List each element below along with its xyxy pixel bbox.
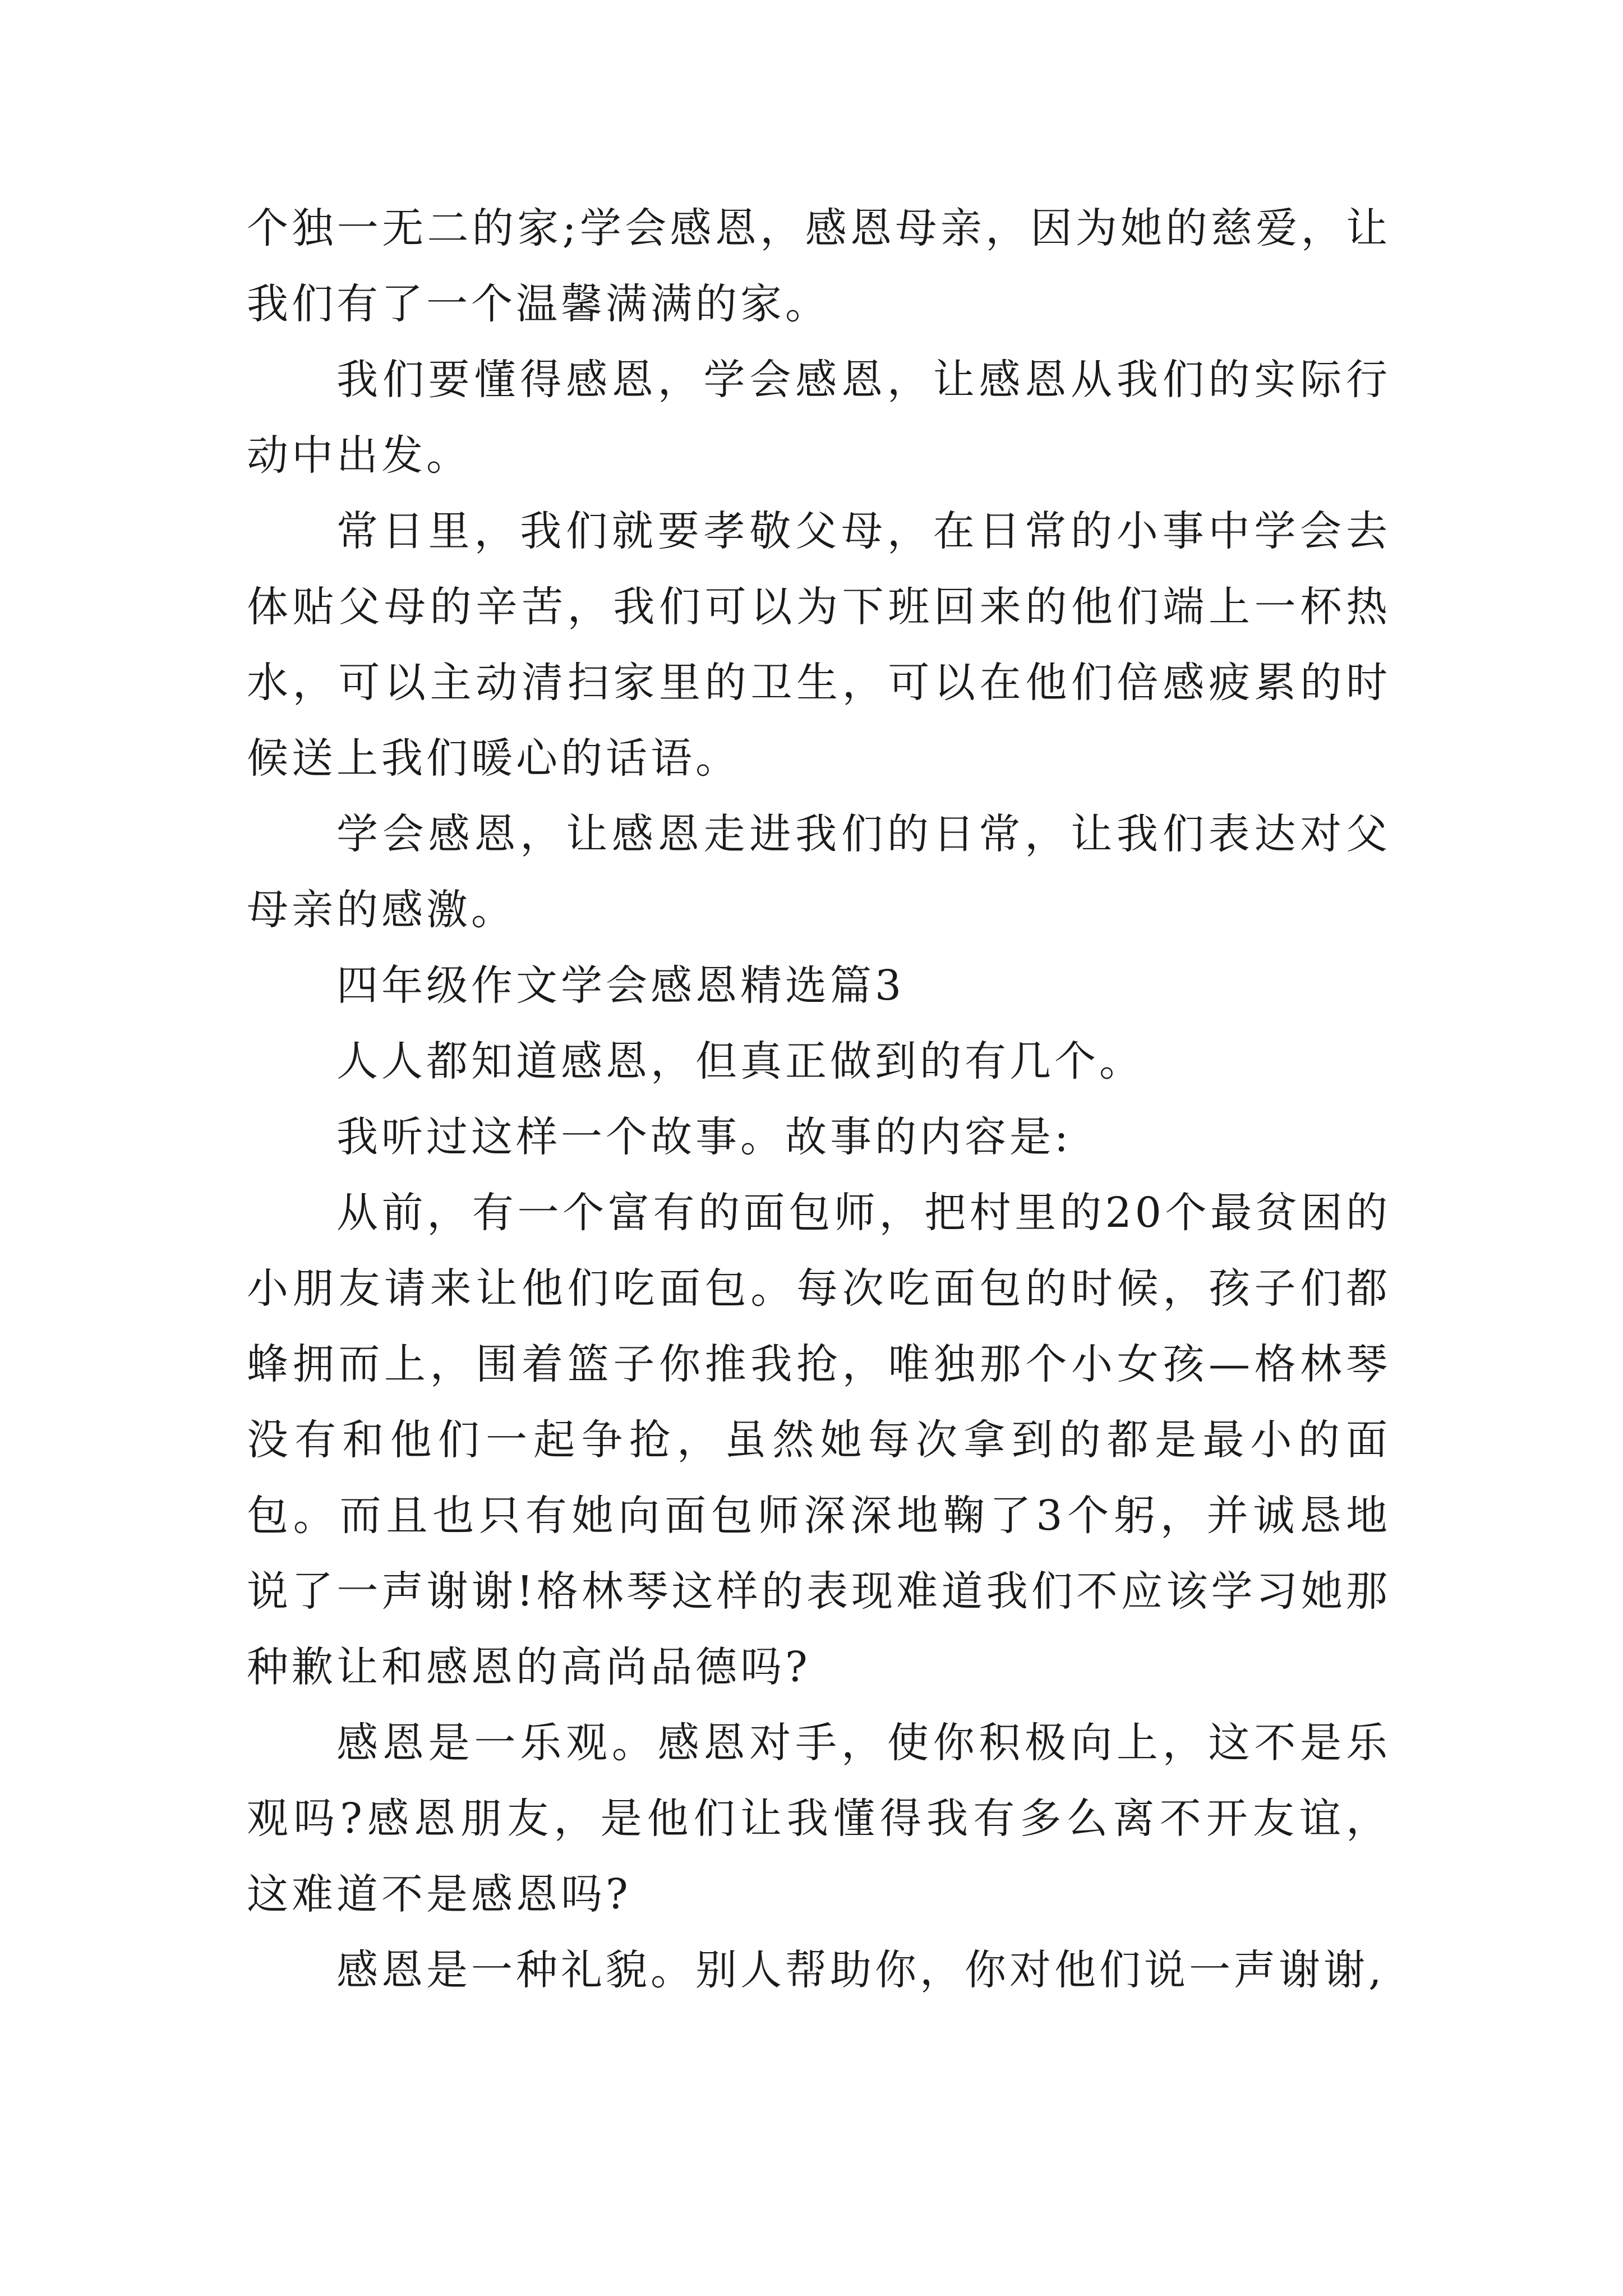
paragraph: 从前，有一个富有的面包师，把村里的20个最贫困的小朋友请来让他们吃面包。每次吃面包的时候，孩子们都蜂拥而上，围着篮子你推我抢，唯独那个小女孩—格林琴没有和他们一起争抢，虽然她每次拿到的都是最小的面包。而且也只有她向面包师深深地鞠了3个躬，并诚恳地说了一声谢谢!格林琴这样的表现难道我们不应该学习她那种歉让和感恩的高尚品德吗? bbox=[247, 1189, 1391, 1691]
paragraph: 感恩是一种礼貌。别人帮助你，你对他们说一声谢谢, bbox=[336, 1946, 1385, 1994]
paragraph: 学会感恩，让感恩走进我们的日常，让我们表达对父母亲的感激。 bbox=[247, 810, 1391, 934]
paragraph-continuation: 个独一无二的家;学会感恩，感恩母亲，因为她的慈爱，让我们有了一个温馨满满的家。 bbox=[247, 204, 1391, 328]
document-body bbox=[247, 191, 1391, 2008]
paragraph: 常日里，我们就要孝敬父母，在日常的小事中学会去体贴父母的辛苦，我们可以为下班回来的他们端上一杯热水，可以主动清扫家里的卫生，可以在他们倍感疲累的时候送上我们暖心的话语。 bbox=[247, 507, 1391, 783]
paragraph: 我们要懂得感恩，学会感恩，让感恩从我们的实际行动中出发。 bbox=[247, 356, 1391, 480]
paragraph: 感恩是一乐观。感恩对手，使你积极向上，这不是乐观吗?感恩朋友，是他们让我懂得我有多么离不开友谊，这难道不是感恩吗? bbox=[247, 1719, 1391, 1918]
paragraph: 人人都知道感恩，但真正做到的有几个。 bbox=[336, 1037, 1144, 1085]
paragraph: 我听过这样一个故事。故事的内容是: bbox=[336, 1113, 1072, 1161]
section-heading: 四年级作文学会感恩精选篇3 bbox=[336, 961, 905, 1010]
